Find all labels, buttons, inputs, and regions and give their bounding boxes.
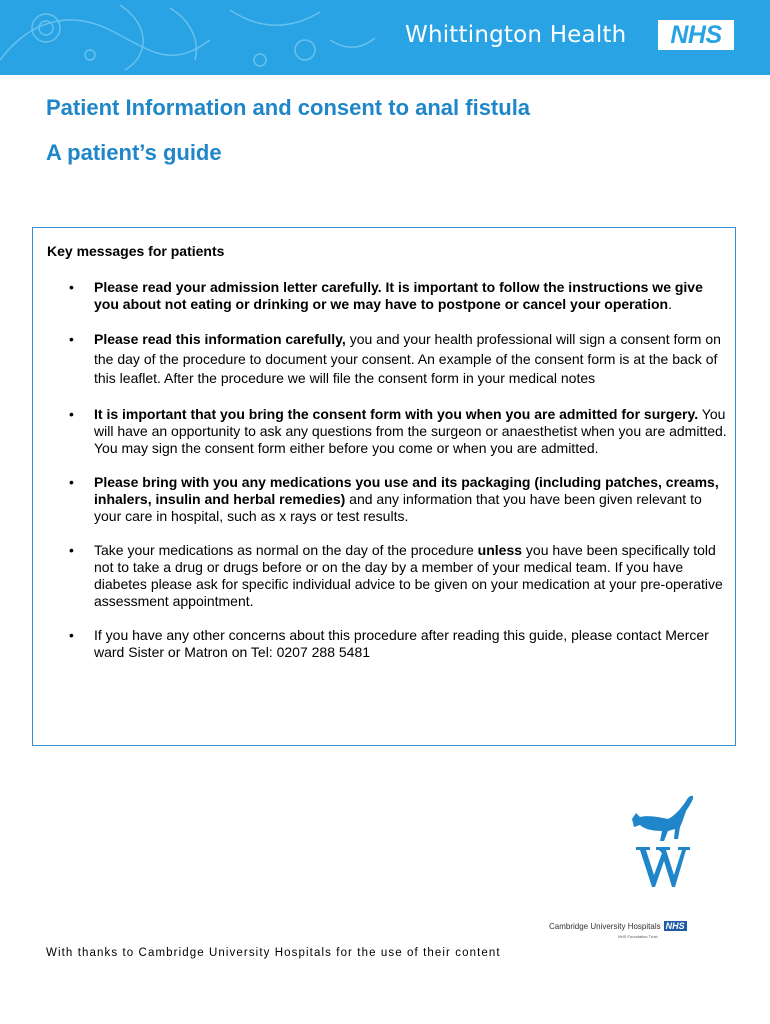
item-bold-text: Please bring with you any medications you use and its packaging (including patches, creams, inhalers, insulin and herbal remedies)	[94, 473, 719, 507]
item-text: If you have any other concerns about this procedure after reading this guide, please contact Mercer ward Sister or Matron on Tel: 0207 288 5481	[94, 626, 709, 660]
item-text: and any information that you have been given relevant to your care in hospital, such as x rays or test results.	[94, 490, 702, 524]
cuh-subtitle: NHS Foundation Trust	[618, 934, 658, 939]
list-item	[47, 330, 727, 389]
item-text: you and your health professional will sign a consent form on the day of the procedure to document your consent. An example of the consent form is at the back of this leaflet. After the procedure we will file the consent form in your medical notes	[94, 331, 721, 386]
decorative-swirl-art	[0, 0, 380, 75]
item-text: Take your medications as normal on the day of the procedure	[94, 541, 478, 558]
key-messages-list	[47, 279, 727, 678]
nhs-logo: NHS	[658, 20, 734, 50]
list-item	[47, 406, 727, 457]
item-text: you have been specifically told not to take a drug or drugs before or on the day by a member of your medical team. If you have diabetes please ask for specific individual advice to be given on your medication at your pre-operative assessment appointment.	[94, 541, 723, 609]
item-bold-text: unless	[477, 541, 523, 558]
cuh-name: Cambridge University Hospitals	[549, 922, 661, 931]
list-item	[47, 542, 727, 610]
item-bold-text: Please read your admission letter carefully. It is important to follow the instructions we give you about not eating or drinking or we may have to postpone or cancel your operation	[94, 279, 703, 312]
list-item	[47, 474, 727, 525]
key-messages-heading: Key messages for patients	[47, 243, 225, 259]
footer-credit: With thanks to Cambridge University Hospitals for the use of their content	[46, 947, 501, 959]
bullet-icon: •	[69, 541, 74, 558]
item-bold-text: It is important that you bring the consent form with you when you are admitted for surgery.	[94, 405, 699, 422]
document-title: Patient Information and consent to anal fistula	[46, 95, 531, 120]
item-bold-text: Please read this information carefully,	[94, 331, 346, 347]
header-banner	[0, 0, 770, 75]
bullet-icon: •	[69, 626, 74, 643]
item-text: .	[668, 296, 672, 312]
cuh-logo	[549, 921, 687, 931]
bullet-icon: •	[69, 331, 74, 347]
document-subtitle: A patient’s guide	[46, 140, 222, 165]
bullet-icon: •	[69, 473, 74, 490]
cat-w-icon	[628, 793, 700, 889]
brand-name: Whittington Health	[405, 22, 627, 48]
bullet-icon: •	[69, 279, 74, 295]
list-item	[47, 627, 727, 661]
bullet-icon: •	[69, 405, 74, 422]
cuh-nhs-badge: NHS	[665, 921, 685, 931]
item-text: You will have an opportunity to ask any questions from the surgeon or anaesthetist when you are admitted. You may sign the consent form either before you come or when you are admitted.	[94, 405, 727, 456]
list-item	[47, 279, 727, 313]
key-messages-box	[32, 227, 736, 746]
